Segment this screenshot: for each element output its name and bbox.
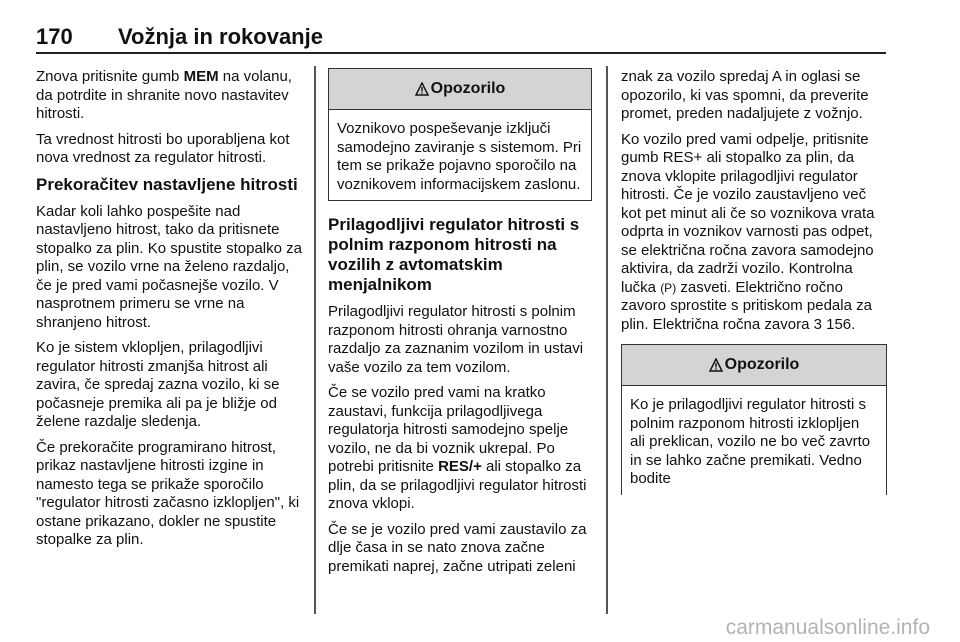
- paragraph: znak za vozilo spredaj A in oglasi se opozorilo, ki vas spomni, da preverite promet, preden nadaljujete z vožnjo.: [621, 68, 869, 122]
- section-heading: Prekoračitev nastavljene hitrosti: [36, 174, 298, 194]
- warning-header: [329, 69, 591, 110]
- warning-box: [621, 344, 887, 495]
- page-reference: 156.: [821, 315, 856, 333]
- column-1: [36, 68, 302, 557]
- column-divider: [606, 66, 608, 614]
- paragraph: Ko vozilo pred vami odpelje, pritisnite gumb RES+ ali stopalko za plin, da znova vklopite prilagodljivi regulator hitrosti. Če je vozilo zaustavljeno več kot pet minut ali če so voznikova vrata odprta in voznikov varnosti pas odpet, se električna ročna zavora samodejno aktivira, da zadrži vozilo. Kontrolna lučka (P) zasveti. Električno ročno zavoro sprostite s pritiskom pedala za plin. Električna ročna zavora 3 156.: [621, 130, 875, 333]
- warning-triangle-icon: [415, 82, 429, 96]
- warning-title: Opozorilo: [430, 79, 506, 97]
- warning-header: [622, 345, 886, 386]
- paragraph: Znova pritisnite gumb MEM na volanu, da potrdite in shranite novo nastavitev hitrosti.: [36, 68, 292, 122]
- paragraph: Če prekoračite programirano hitrost, prikaz nastavljene hitrosti izgine in namesto tega se prikaže sporočilo "regulator hitrosti začasno izklopljen", ki ostane prikazano, dokler ne spustite stopalke za plin.: [36, 438, 300, 548]
- paragraph: Če se je vozilo pred vami zaustavilo za dlje časa in se nato znova začne premikati naprej, začne utripati zeleni: [328, 520, 587, 575]
- column-2: [328, 68, 592, 583]
- parking-brake-lamp-icon: (P): [660, 280, 677, 295]
- paragraph: Ko je sistem vklopljen, prilagodljivi regulator hitrosti zmanjša hitrost ali zavira, če spredaj zazna vozilo, ki se počasneje premika ali pa je bližje od želene razdalje sledenja.: [36, 339, 280, 430]
- watermark: carmanualsonline.info: [725, 616, 930, 639]
- page-title: Vožnja in rokovanje: [118, 24, 323, 49]
- paragraph: Če se vozilo pred vami na kratko zaustavi, funkcija prilagodljivega regulatorja hitrosti samodejno spelje vozilo, ne da bi voznik ukrepal. Po potrebi pritisnite RES/+ ali stopalko za plin, da se prilagodljivi regulator hitrosti znova vklopi.: [328, 384, 587, 512]
- warning-box: [328, 68, 592, 201]
- section-heading: Prilagodljivi regulator hitrosti s polnim razponom hitrosti na vozilih z avtomatskim menjalnikom: [328, 215, 580, 294]
- paragraph: Prilagodljivi regulator hitrosti s polnim razponom hitrosti ohranja varnostno razdaljo za zaznanim vozilom in ustavi vaše vozilo za tem vozilom.: [328, 303, 584, 376]
- paragraph: Ta vrednost hitrosti bo uporabljena kot nova vrednost za regulator hitrosti.: [36, 130, 290, 166]
- res-button-label: RES/+: [438, 458, 482, 475]
- warning-triangle-icon: [709, 358, 723, 372]
- column-divider: [314, 66, 316, 614]
- mem-button-label: MEM: [183, 68, 219, 85]
- column-3: [621, 68, 887, 509]
- warning-text: Voznikovo pospeševanje izključi samodejno zaviranje s sistemom. Pri tem se prikaže pojavno sporočilo na voznikovem informacijskem zaslonu.: [337, 120, 582, 193]
- page-number: 170: [36, 24, 73, 49]
- paragraph: Kadar koli lahko pospešite nad nastavljeno hitrost, tako da pritisnete stopalko za plin. Ko spustite stopalko za plin, se vozilo vrne na želeno razdaljo, če je pred vami počasnejše vozilo. V nasprotnem primeru se vrne na shranjeno hitrost.: [36, 202, 302, 331]
- warning-text: Ko je prilagodljivi regulator hitrosti s polnim razponom hitrosti izklopljen ali preklican, vozilo ne bo več zavrto in se lahko začne premikati. Vedno bodite: [630, 396, 871, 487]
- warning-title: Opozorilo: [724, 355, 800, 373]
- page-reference-arrow-icon: 3: [813, 315, 822, 333]
- header-rule: [36, 52, 886, 54]
